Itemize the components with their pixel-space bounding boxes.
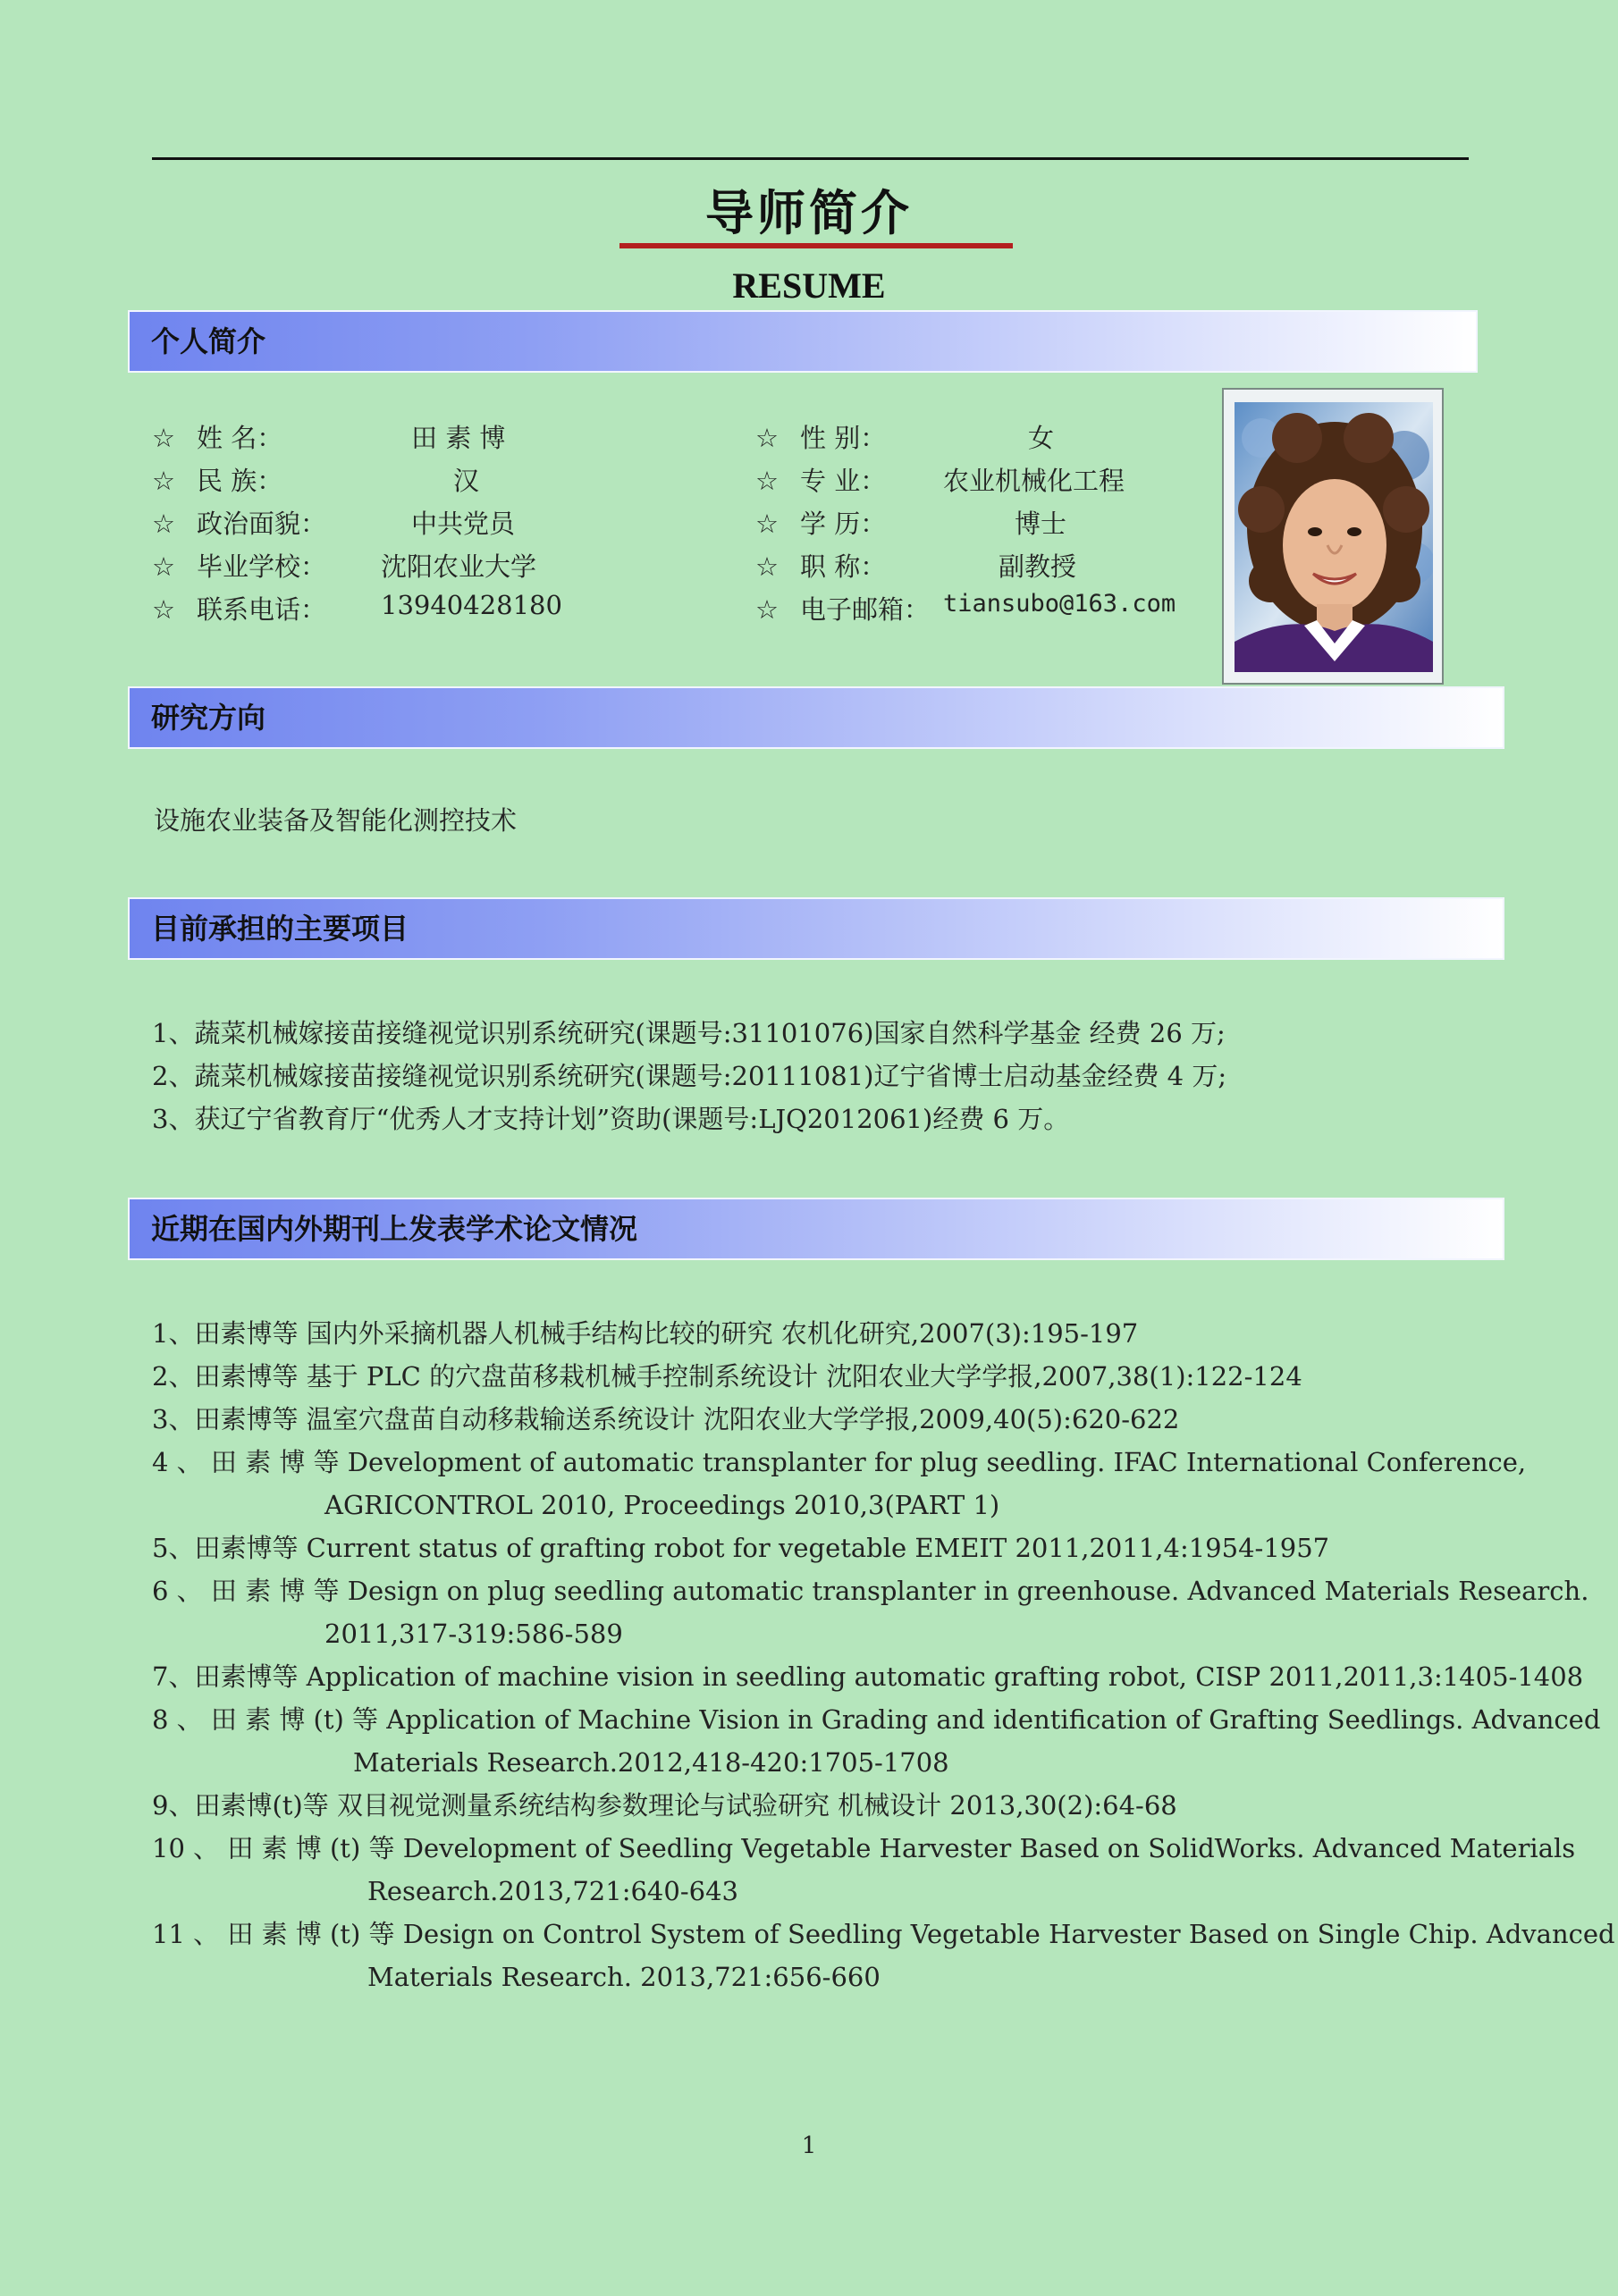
info-row-ethnicity: ☆ 民 族： 汉 (152, 461, 282, 498)
project-item: 2、蔬菜机械嫁接苗接缝视觉识别系统研究(课题号:20111081)辽宁省博士启动基金经费 4 万; (152, 1061, 1227, 1091)
info-row-email: ☆ 电子邮箱： tiansubo@163.com (755, 590, 1176, 625)
project-item: 3、获辽宁省教育厅“优秀人才支持计划”资助(课题号:LJQ2012061)经费 6 万。 (152, 1104, 1070, 1134)
paper-item: 6 、 田 素 博 等 Design on plug seedling automatic transplanter in greenhouse. Advanced Materials Research. 2011,317-319:586-589 (152, 1576, 1589, 1649)
project-item: 1、蔬菜机械嫁接苗接缝视觉识别系统研究(课题号:31101076)国家自然科学基金 经费 26 万; (152, 1018, 1226, 1048)
info-value: 中共党员 (411, 509, 516, 539)
info-row-political: ☆ 政治面貌： 中共党员 (152, 504, 326, 541)
info-row-school: ☆ 毕业学校： 沈阳农业大学 (152, 547, 326, 584)
info-value: 副教授 (999, 551, 1077, 582)
research-direction-text: 设施农业装备及智能化测控技术 (154, 805, 518, 836)
paper-item: 10 、 田 素 博 (t) 等 Development of Seedling Vegetable Harvester Based on SolidWorks. Advanced Materials Research.2013,721:640-643 (152, 1833, 1576, 1906)
paper-item: 2、田素博等 基于 PLC 的穴盘苗移栽机械手控制系统设计 沈阳农业大学学报,2007,38(1):122-124 (152, 1361, 1302, 1392)
info-value: 汉 (453, 466, 480, 496)
info-value: 博士 (1015, 509, 1067, 539)
paper-item: 8 、 田 素 博 (t) 等 Application of Machine Vision in Grading and identification of Grafting Seedlings. Advanced Materials Research.2012,418-420:1705-1708 (152, 1704, 1601, 1778)
section-header-projects: 目前承担的主要项目 (128, 897, 1504, 960)
star-icon: ☆ (755, 551, 779, 582)
paper-item: 3、田素博等 温室穴盘苗自动移栽输送系统设计 沈阳农业大学学报,2009,40(5):620-622 (152, 1404, 1180, 1434)
page-title: 导师简介 (705, 185, 913, 241)
page-subtitle: RESUME (732, 265, 886, 306)
paper-item: 5、田素博等 Current status of grafting robot for vegetable EMEIT 2011,2011,4:1954-1957 (152, 1533, 1330, 1563)
star-icon: ☆ (755, 466, 779, 496)
paper-item: 11 、 田 素 博 (t) 等 Design on Control System of Seedling Vegetable Harvester Based on Single Chip. Advanced Materials Research. 2013,721:656-660 (152, 1919, 1615, 1992)
star-icon: ☆ (152, 551, 175, 582)
info-value: 沈阳农业大学 (381, 551, 537, 582)
info-value: 农业机械化工程 (943, 466, 1125, 496)
star-icon: ☆ (152, 509, 175, 539)
info-value: 13940428180 (381, 590, 562, 620)
paper-item: 4 、 田 素 博 等 Development of automatic transplanter for plug seedling. IFAC International Conference, AGRICONTROL 2010, Proceedings 2010,3(PART 1) (152, 1447, 1527, 1520)
top-divider (152, 157, 1469, 160)
info-row-gender: ☆ 性 别： 女 (755, 418, 886, 455)
page-number: 1 (801, 2132, 817, 2159)
info-row-degree: ☆ 学 历： 博士 (755, 504, 886, 541)
paper-item: 9、田素博(t)等 双目视觉测量系统结构参数理论与试验研究 机械设计 2013,30(2):64-68 (152, 1790, 1177, 1821)
info-value: 女 (1028, 423, 1055, 453)
info-row-phone: ☆ 联系电话： 13940428180 (152, 590, 562, 625)
info-value: 田 素 博 (411, 423, 506, 453)
star-icon: ☆ (152, 466, 175, 496)
star-icon: ☆ (755, 594, 779, 625)
title-underline (619, 243, 1013, 248)
profile-photo (1235, 402, 1433, 672)
info-row-major: ☆ 专 业： 农业机械化工程 (755, 461, 886, 498)
paper-item: 1、田素博等 国内外采摘机器人机械手结构比较的研究 农机化研究,2007(3):195-197 (152, 1318, 1139, 1349)
info-row-title: ☆ 职 称： 副教授 (755, 547, 886, 584)
info-row-name: ☆ 姓 名： 田 素 博 (152, 418, 282, 455)
section-header-research: 研究方向 (128, 686, 1504, 749)
section-header-papers: 近期在国内外期刊上发表学术论文情况 (128, 1198, 1504, 1260)
star-icon: ☆ (755, 509, 779, 539)
star-icon: ☆ (755, 423, 779, 453)
star-icon: ☆ (152, 594, 175, 625)
section-header-personal: 个人简介 (128, 310, 1478, 373)
profile-photo-frame (1222, 388, 1444, 685)
star-icon: ☆ (152, 423, 175, 453)
info-value: tiansubo@163.com (943, 590, 1176, 618)
paper-item: 7、田素博等 Application of machine vision in seedling automatic grafting robot, CISP 2011,2011,3:1405-1408 (152, 1661, 1584, 1692)
